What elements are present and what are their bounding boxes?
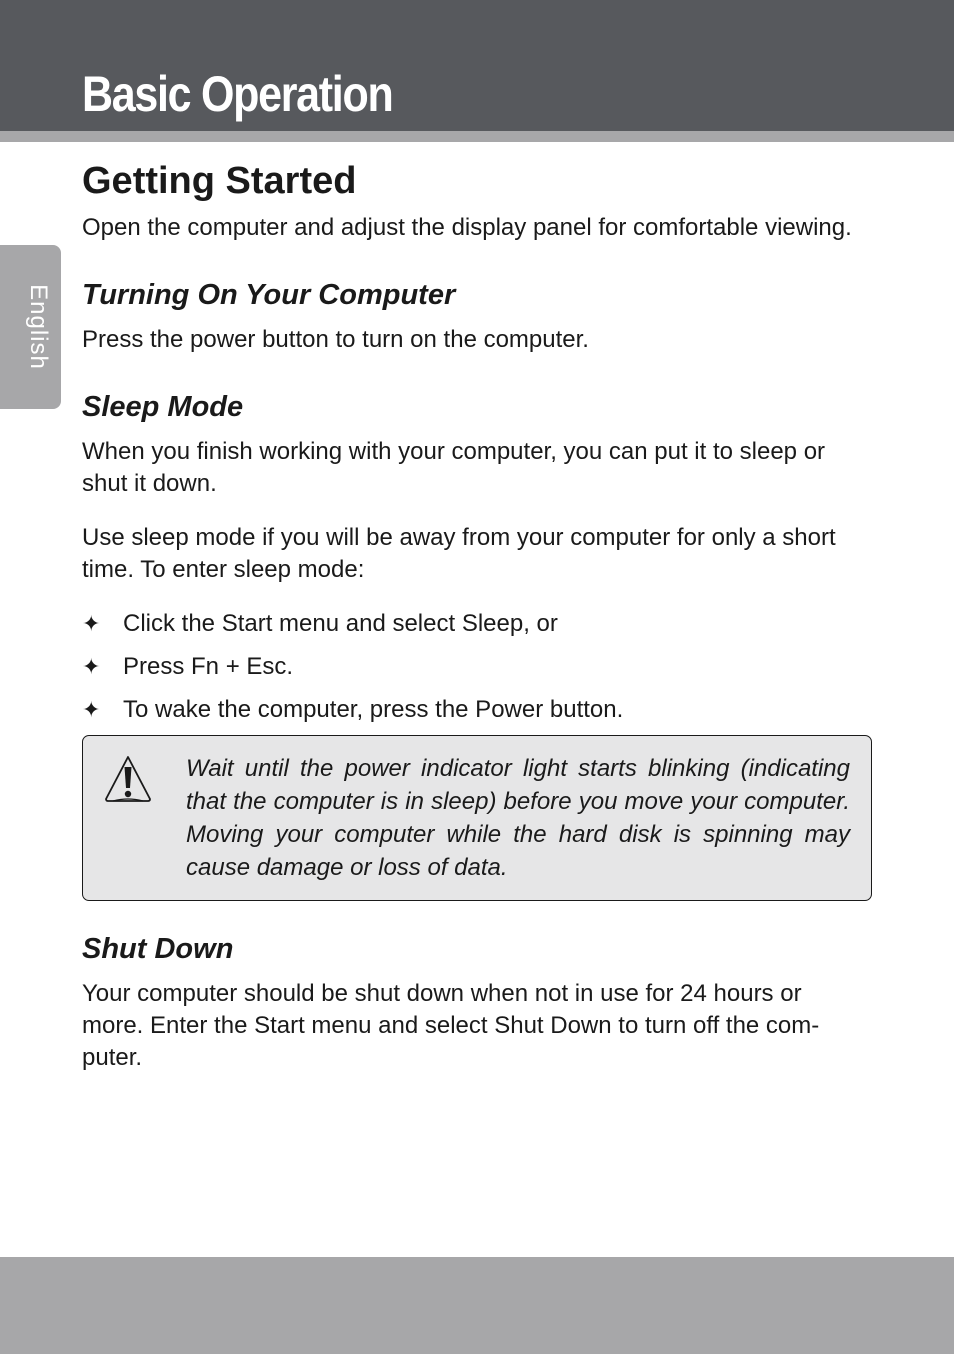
subheading-turning-on: Turning On Your Computer bbox=[82, 279, 456, 311]
shut-down-body: Your computer should be shut down when not in use for 24 hours or more. Enter the Start menu and select Shut Down to turn off the com-puter. bbox=[82, 980, 820, 1071]
header-stripe bbox=[0, 131, 954, 142]
list-item bbox=[82, 608, 872, 640]
four-point-star-bullet-icon: ✦ bbox=[82, 611, 101, 636]
subheading-sleep-mode: Sleep Mode bbox=[82, 391, 244, 423]
sleep-mode-paragraph-2: Use sleep mode if you will be away from your computer for only a short time. To enter sleep mode: bbox=[82, 524, 836, 583]
chapter-title: Basic Operation bbox=[82, 66, 393, 122]
list-item bbox=[82, 694, 872, 726]
language-tab-label: English bbox=[25, 284, 52, 370]
turning-on-body: Press the power button to turn on the computer. bbox=[82, 326, 589, 353]
getting-started-intro: Open the computer and adjust the display panel for comfortable viewing. bbox=[82, 214, 852, 241]
four-point-star-bullet-icon: ✦ bbox=[82, 697, 101, 722]
caution-text: Wait until the power indicator light starts blinking (indicating that the computer is in sleep) before you move your computer. Moving your computer while the hard disk is spinning may cause damage or loss of data. bbox=[186, 755, 850, 881]
footer-band bbox=[0, 1257, 954, 1354]
list-item-text: Click the Start menu and select Sleep, or bbox=[123, 610, 558, 637]
four-point-star-bullet-icon: ✦ bbox=[82, 654, 101, 679]
sleep-mode-paragraph-1: When you finish working with your computer, you can put it to sleep or shut it down. bbox=[82, 438, 826, 497]
list-item-text: Press Fn + Esc. bbox=[123, 653, 294, 680]
caution-notice bbox=[82, 735, 872, 901]
section-heading-getting-started: Getting Started bbox=[82, 160, 357, 202]
list-item-text: To wake the computer, press the Power button. bbox=[123, 696, 624, 723]
subheading-shut-down: Shut Down bbox=[82, 933, 234, 965]
list-item bbox=[82, 651, 872, 683]
warning-icon bbox=[103, 754, 153, 804]
